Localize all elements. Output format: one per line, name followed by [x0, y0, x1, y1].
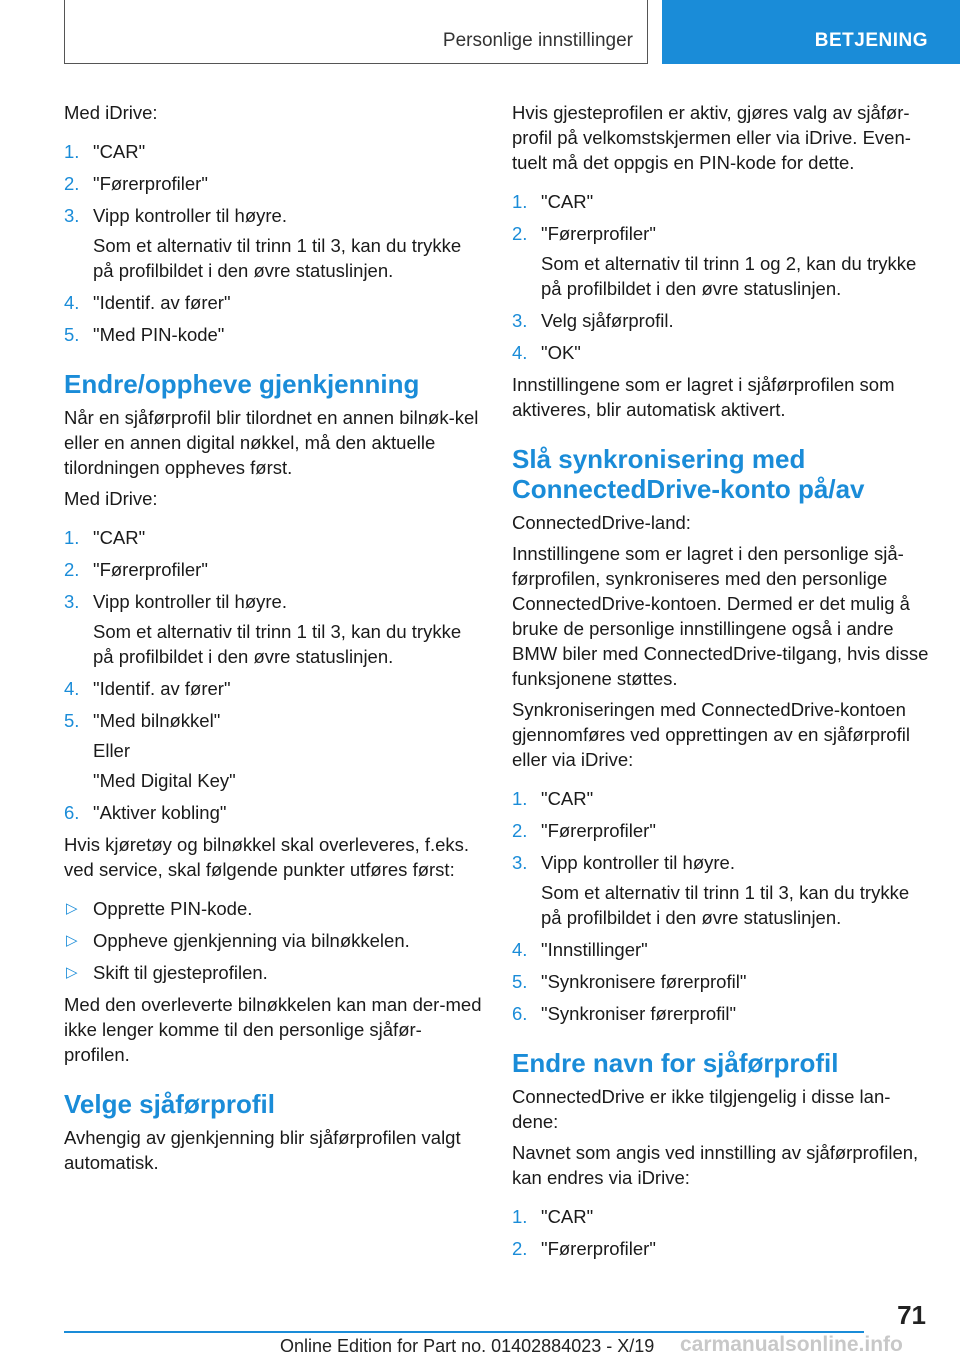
paragraph: Med iDrive: — [64, 488, 158, 509]
list-item: 2. "Førerprofiler" — [64, 173, 208, 194]
list-subtext: Som et alternativ til trinn 1 til 3, kan du trykke på profilbildet i den øvre statuslinjen. — [93, 235, 462, 281]
paragraph: ConnectedDrive er ikke tilgjengelig i disse lan-dene: — [512, 1086, 891, 1132]
chapter-tab-label: BETJENING — [814, 30, 928, 51]
edition-text: Online Edition for Part no. 01402884023 - X/19 — [280, 1336, 655, 1356]
paragraph: Med iDrive: — [64, 102, 158, 123]
list-item: 4. "Identif. av fører" — [64, 678, 231, 699]
page-number: 71 — [897, 1300, 926, 1330]
list-item: 3. Vipp kontroller til høyre. — [64, 205, 287, 226]
list-item: 5. "Med bilnøkkel" — [64, 710, 221, 731]
list-item: 1. "CAR" — [512, 191, 594, 212]
list-item: 2. "Førerprofiler" — [512, 223, 656, 244]
heading-synk: Slå synkronisering med ConnectedDrive-konto på/av — [512, 444, 865, 504]
paragraph: Avhengig av gjenkjenning blir sjåførprofilen valgt automatisk. — [64, 1127, 461, 1173]
paragraph: Innstillingene som er lagret i sjåførprofilen som aktiveres, blir automatisk aktivert. — [512, 374, 895, 420]
list-item: 2. "Førerprofiler" — [512, 1238, 656, 1259]
list-subtext: Som et alternativ til trinn 1 til 3, kan du trykke på profilbildet i den øvre statuslinjen. — [541, 882, 910, 928]
list-item: 1. "CAR" — [512, 788, 594, 809]
list-item: 2. "Førerprofiler" — [64, 559, 208, 580]
list-subtext: Eller — [93, 740, 131, 761]
header-frame — [64, 0, 648, 64]
paragraph: Innstillingene som er lagret i den personlige sjå-førprofilen, synkroniseres med den personlige ConnectedDrive-kontoen. Dermed er det mulig å bruke de personlige innstillingene også i andre BMW biler med ConnectedDrive-tilgang, hvis disse funksjonene støttes. — [512, 543, 929, 689]
heading-endre: Endre/oppheve gjenkjenning — [64, 369, 420, 399]
list-item: 5. "Med PIN-kode" — [64, 324, 225, 345]
paragraph: ConnectedDrive-land: — [512, 512, 691, 533]
list-item: 4. "Identif. av fører" — [64, 292, 231, 313]
chapter-tab — [662, 0, 960, 64]
triangle-bullet-icon: ▷ — [66, 932, 78, 949]
list-item: 4. "OK" — [512, 342, 581, 363]
paragraph: Når en sjåførprofil blir tilordnet en annen bilnøk-kel eller en annen digital nøkkel, må den aktuelle tilordningen oppheves først. — [64, 407, 479, 478]
paragraph: Hvis kjøretøy og bilnøkkel skal overleveres, f.eks. ved service, skal følgende punkter utføres først: — [64, 834, 470, 880]
list-subtext: "Med Digital Key" — [93, 770, 236, 791]
list-item: 3. Vipp kontroller til høyre. — [64, 591, 287, 612]
bullet-item: ▷ Opprette PIN-kode. — [66, 898, 253, 919]
heading-navn: Endre navn for sjåførprofil — [512, 1048, 839, 1078]
bullet-item: ▷ Skift til gjesteprofilen. — [66, 962, 268, 983]
list-item: 6. "Aktiver kobling" — [64, 802, 227, 823]
heading-velge: Velge sjåførprofil — [64, 1089, 275, 1119]
paragraph: Navnet som angis ved innstilling av sjåførprofilen, kan endres via iDrive: — [512, 1142, 919, 1188]
list-item: 3. Velg sjåførprofil. — [512, 310, 674, 331]
bullet-item: ▷ Oppheve gjenkjenning via bilnøkkelen. — [66, 930, 410, 951]
paragraph: Hvis gjesteprofilen er aktiv, gjøres valg av sjåfør-profil på velkomstskjermen eller via iDrive. Even-tuelt må det oppgis en PIN-kode for dette. — [512, 102, 911, 173]
section-title: Personlige innstillinger — [442, 30, 633, 51]
list-item: 6. "Synkroniser førerprofil" — [512, 1003, 737, 1024]
triangle-bullet-icon: ▷ — [66, 900, 78, 917]
list-item: 4. "Innstillinger" — [512, 939, 648, 960]
list-item: 1. "CAR" — [512, 1206, 594, 1227]
left-column — [64, 100, 482, 1181]
paragraph: Synkroniseringen med ConnectedDrive-kontoen gjennomføres ved opprettingen av en sjåførprofil eller via iDrive: — [512, 699, 910, 770]
list-item: 3. Vipp kontroller til høyre. — [512, 852, 735, 873]
list-item: 2. "Førerprofiler" — [512, 820, 656, 841]
list-item: 1. "CAR" — [64, 141, 146, 162]
list-subtext: Som et alternativ til trinn 1 til 3, kan du trykke på profilbildet i den øvre statuslinjen. — [93, 621, 462, 667]
watermark-text: carmanualsonline.info — [680, 1333, 903, 1356]
list-subtext: Som et alternativ til trinn 1 og 2, kan du trykke på profilbildet i den øvre statuslinjen. — [541, 253, 917, 299]
paragraph: Med den overleverte bilnøkkelen kan man der-med ikke lenger komme til den personlige sjåfør-profilen. — [64, 994, 482, 1065]
list-item: 1. "CAR" — [64, 527, 146, 548]
list-item: 5. "Synkronisere førerprofil" — [512, 971, 747, 992]
right-column — [512, 100, 930, 1268]
triangle-bullet-icon: ▷ — [66, 964, 78, 981]
